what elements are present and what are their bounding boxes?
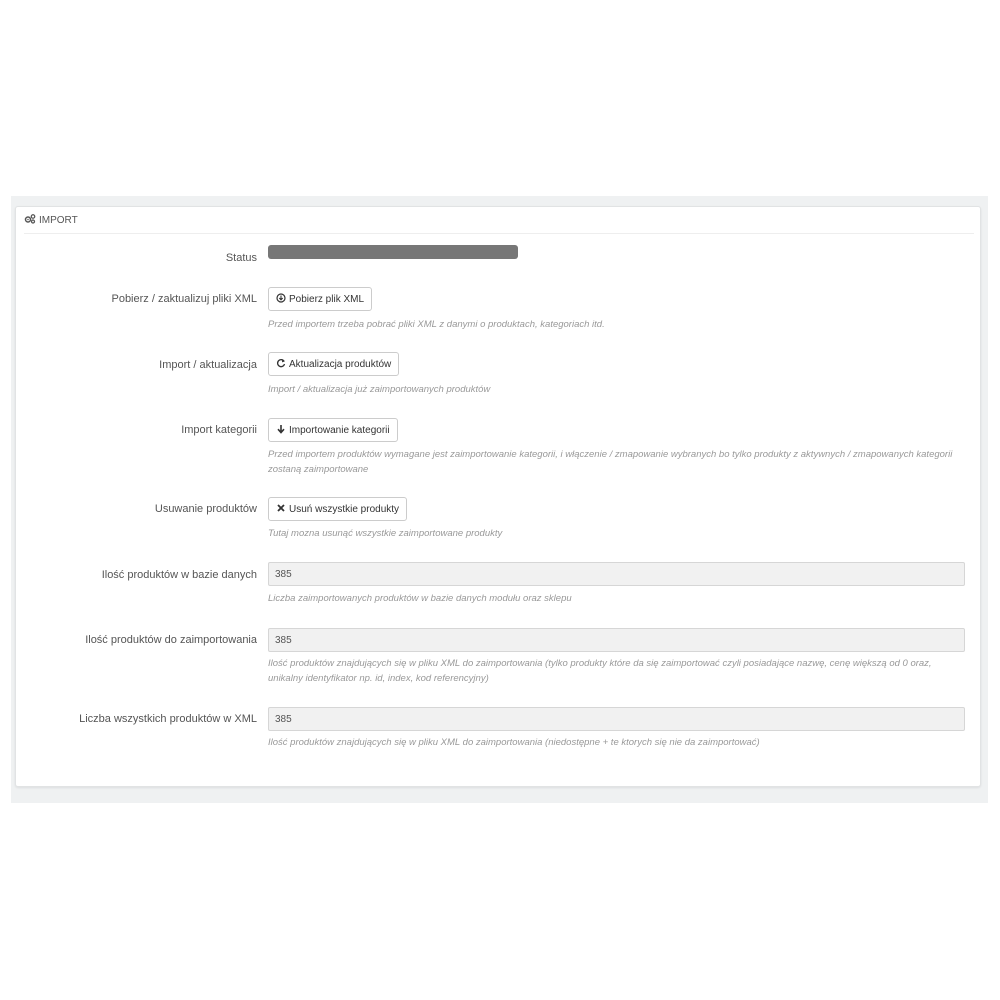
db-count-field[interactable] [268,562,965,586]
arrow-down-icon [276,424,286,437]
to-import-label: Ilość produktów do zaimportowania [85,634,257,646]
panel-title: IMPORT [39,214,78,226]
xml-total-field[interactable] [268,707,965,731]
update-help: Import / aktualizacja już zaimportowanych produktów [268,384,491,395]
times-icon [276,503,286,516]
delete-label: Usuwanie produktów [154,503,257,515]
download-xml-button[interactable] [268,287,372,311]
to-import-field[interactable] [268,628,965,652]
db-count-help: Liczba zaimportowanych produktów w bazie danych modułu oraz sklepu [268,593,572,604]
categories-label: Import kategorii [181,424,257,436]
panel-heading [24,207,974,234]
categories-help: Przed importem produktów wymagane jest zaimportowanie kategorii, i włączenie / zmapowanie wybranych bo tylko produkty z aktywnych / zmapowanych kategorii zostaną zaimportowane [268,449,953,475]
download-label: Pobierz / zaktualizuj pliki XML [111,293,257,305]
delete-help: Tutaj mozna usunąć wszystkie zaimportowane produkty [268,528,503,539]
update-products-button[interactable] [268,352,399,376]
import-panel [15,206,981,787]
cogs-icon [24,214,36,227]
update-label: Import / aktualizacja [159,359,257,371]
download-xml-button-label: Pobierz plik XML [289,293,365,305]
import-categories-button[interactable] [268,418,398,442]
xml-total-label: Liczba wszystkich produktów w XML [79,713,257,725]
to-import-help: Ilość produktów znajdujących się w pliku XML do zaimportowania (tylko produkty które da się zaimportować czyli posiadające nazwę, cenę większą od 0 oraz, unikalny identyfikator np. id, index, kod referencyjny) [268,658,932,684]
xml-total-help: Ilość produktów znajdujących się w pliku XML do zaimportowania (niedostępne + te ktorych się nie da zaimportować) [268,737,760,748]
status-label: Status [225,252,257,264]
delete-all-products-button[interactable] [268,497,407,521]
refresh-icon [276,358,286,371]
download-circle-icon [276,293,286,306]
delete-all-products-button-label: Usuń wszystkie produkty [289,503,400,515]
download-help: Przed importem trzeba pobrać pliki XML z danymi o produktach, kategoriach itd. [268,319,605,330]
db-count-label: Ilość produktów w bazie danych [101,569,257,581]
update-products-button-label: Aktualizacja produktów [289,358,392,370]
status-progress-fill [268,245,518,259]
status-progress-bar [268,245,518,259]
import-categories-button-label: Importowanie kategorii [289,424,390,436]
